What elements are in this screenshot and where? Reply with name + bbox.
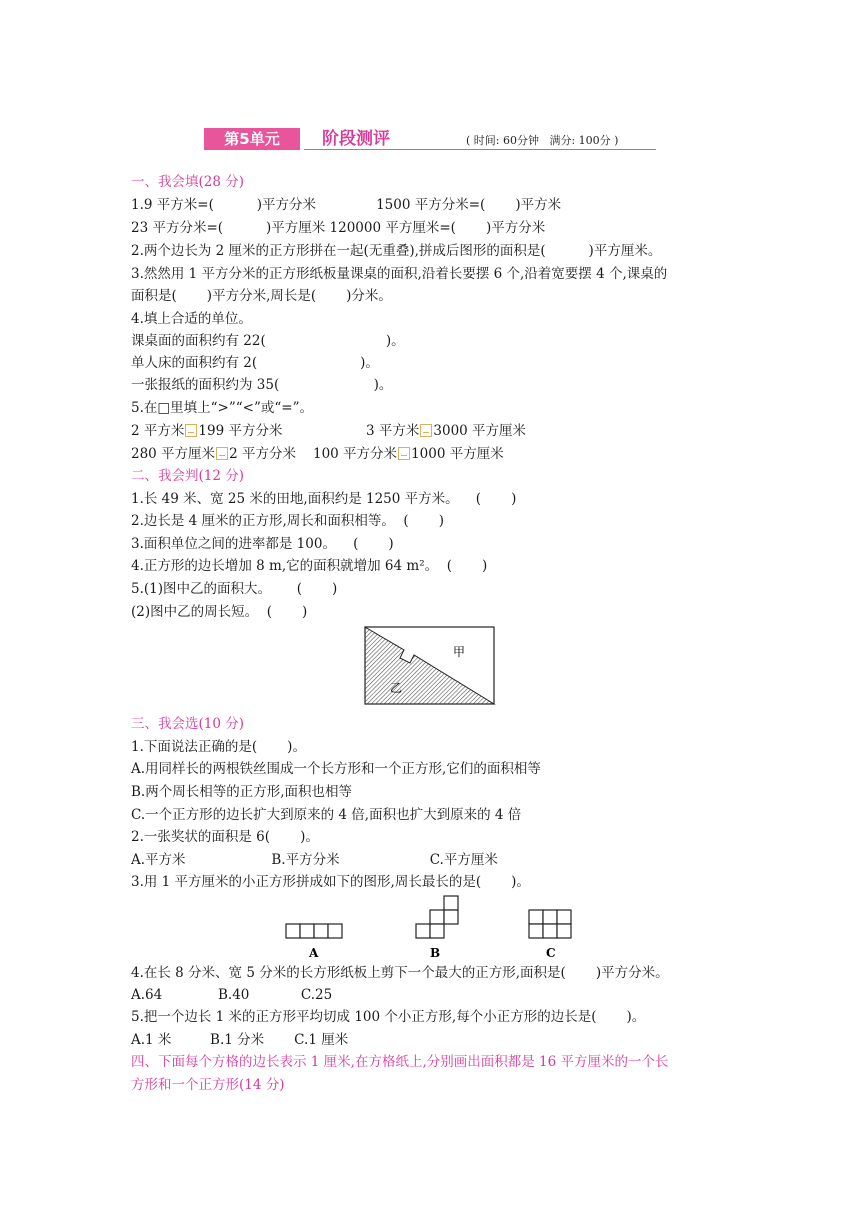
- header-rule: [304, 149, 656, 150]
- compare-left: 3 平方米: [366, 423, 420, 439]
- shape-a: [286, 924, 342, 938]
- section-2-title: 二、我会判(12 分): [131, 468, 245, 484]
- answer-box[interactable]: [216, 447, 228, 460]
- label-yi: 乙: [390, 681, 403, 695]
- question-line: 5.(1)图中乙的面积大。 ( ): [131, 581, 338, 597]
- question-line: 23 平方分米=( )平方厘米 120000 平方厘米=( )平方分米: [131, 220, 546, 236]
- compare-right: 199 平方分米: [198, 423, 283, 439]
- unit-header: [204, 128, 656, 150]
- question-line: 4.填上合适的单位。: [131, 311, 252, 327]
- question-line: 2.边长是 4 厘米的正方形,周长和面积相等。 ( ): [131, 513, 444, 529]
- compare-row: [313, 445, 504, 463]
- compare-right: 2 平方分米: [229, 446, 296, 462]
- section-1-title: 一、我会填(28 分): [131, 174, 245, 190]
- test-meta: ( 时间: 60分钟 满分: 100分 ): [466, 134, 619, 147]
- option-line: A.用同样长的两根铁丝围成一个长方形和一个正方形,它们的面积相等: [131, 761, 541, 777]
- compare-row: [366, 422, 526, 440]
- question-line: 一张报纸的面积约为 35( )。: [131, 377, 393, 393]
- option-line: A.平方米 B.平方分米 C.平方厘米: [131, 852, 498, 868]
- question-line: 4.正方形的边长增加 8 m,它的面积就增加 64 m²。 ( ): [131, 558, 488, 574]
- question-line: 3.然然用 1 平方分米的正方形纸板量课桌的面积,沿着长要摆 6 个,沿着宽要摆 4 个,课桌的: [131, 266, 668, 282]
- question-line: 面积是( )平方分米,周长是( )分米。: [131, 288, 392, 304]
- compare-left: 2 平方米: [131, 423, 185, 439]
- option-line: B.两个周长相等的正方形,面积也相等: [131, 784, 353, 800]
- option-line: A.1 米 B.1 分米 C.1 厘米: [131, 1032, 349, 1048]
- section-4-title-cont: 方形和一个正方形(14 分): [131, 1077, 285, 1093]
- shape-b: [416, 896, 458, 938]
- label-c: C: [546, 946, 556, 960]
- label-b: B: [430, 946, 441, 960]
- answer-box[interactable]: [420, 424, 432, 437]
- compare-right: 1000 平方厘米: [411, 446, 504, 462]
- compare-left: 280 平方厘米: [131, 446, 216, 462]
- section-4-title: 四、下面每个方格的边长表示 1 厘米,在方格纸上,分别画出面积都是 16 平方厘米的一个长: [131, 1054, 669, 1070]
- compare-row: [131, 422, 282, 440]
- option-line: A.64 B.40 C.25: [131, 987, 333, 1003]
- question-line: 1.长 49 米、宽 25 米的田地,面积约是 1250 平方米。 ( ): [131, 491, 517, 507]
- question-line: 2.两个边长为 2 厘米的正方形拼在一起(无重叠),拼成后图形的面积是( )平方厘米。: [131, 243, 662, 259]
- section-3-title: 三、我会选(10 分): [131, 716, 245, 732]
- question-line: 3.面积单位之间的进率都是 100。 ( ): [131, 536, 394, 552]
- shape-c: [529, 910, 571, 938]
- question-line: 课桌面的面积约有 22( )。: [131, 333, 405, 349]
- label-a: A: [309, 946, 319, 960]
- question-line: 1.下面说法正确的是( )。: [131, 739, 306, 755]
- question-line: 1.9 平方米=( )平方分米 1500 平方分米=( )平方米: [131, 197, 562, 213]
- compare-right: 3000 平方厘米: [433, 423, 527, 439]
- question-line: 5.在□里填上“>”“<”或“=”。: [131, 400, 313, 416]
- option-line: C.一个正方形的边长扩大到原来的 4 倍,面积也扩大到原来的 4 倍: [131, 807, 522, 823]
- compare-left: 100 平方分米: [313, 446, 398, 462]
- stage-title: 阶段测评: [322, 129, 390, 149]
- question-line: 2.一张奖状的面积是 6( )。: [131, 829, 319, 845]
- answer-box[interactable]: [398, 447, 410, 460]
- question-line: 单人床的面积约有 2( )。: [131, 355, 379, 371]
- square-shapes-figure: [285, 893, 585, 963]
- unit-badge: 第5单元: [204, 128, 300, 150]
- question-line: 4.在长 8 分米、宽 5 分米的长方形纸板上剪下一个最大的正方形,面积是( )平方分米。: [131, 965, 669, 981]
- answer-box[interactable]: [185, 424, 197, 437]
- question-line: 5.把一个边长 1 米的正方形平均切成 100 个小正方形,每个小正方形的边长是( )。: [131, 1009, 646, 1025]
- question-line: (2)图中乙的周长短。 ( ): [131, 604, 308, 620]
- compare-row: [131, 445, 296, 463]
- question-line: 3.用 1 平方厘米的小正方形拼成如下的图形,周长最长的是( )。: [131, 874, 530, 890]
- split-rectangle-figure: [364, 626, 496, 706]
- label-jia: 甲: [453, 645, 466, 659]
